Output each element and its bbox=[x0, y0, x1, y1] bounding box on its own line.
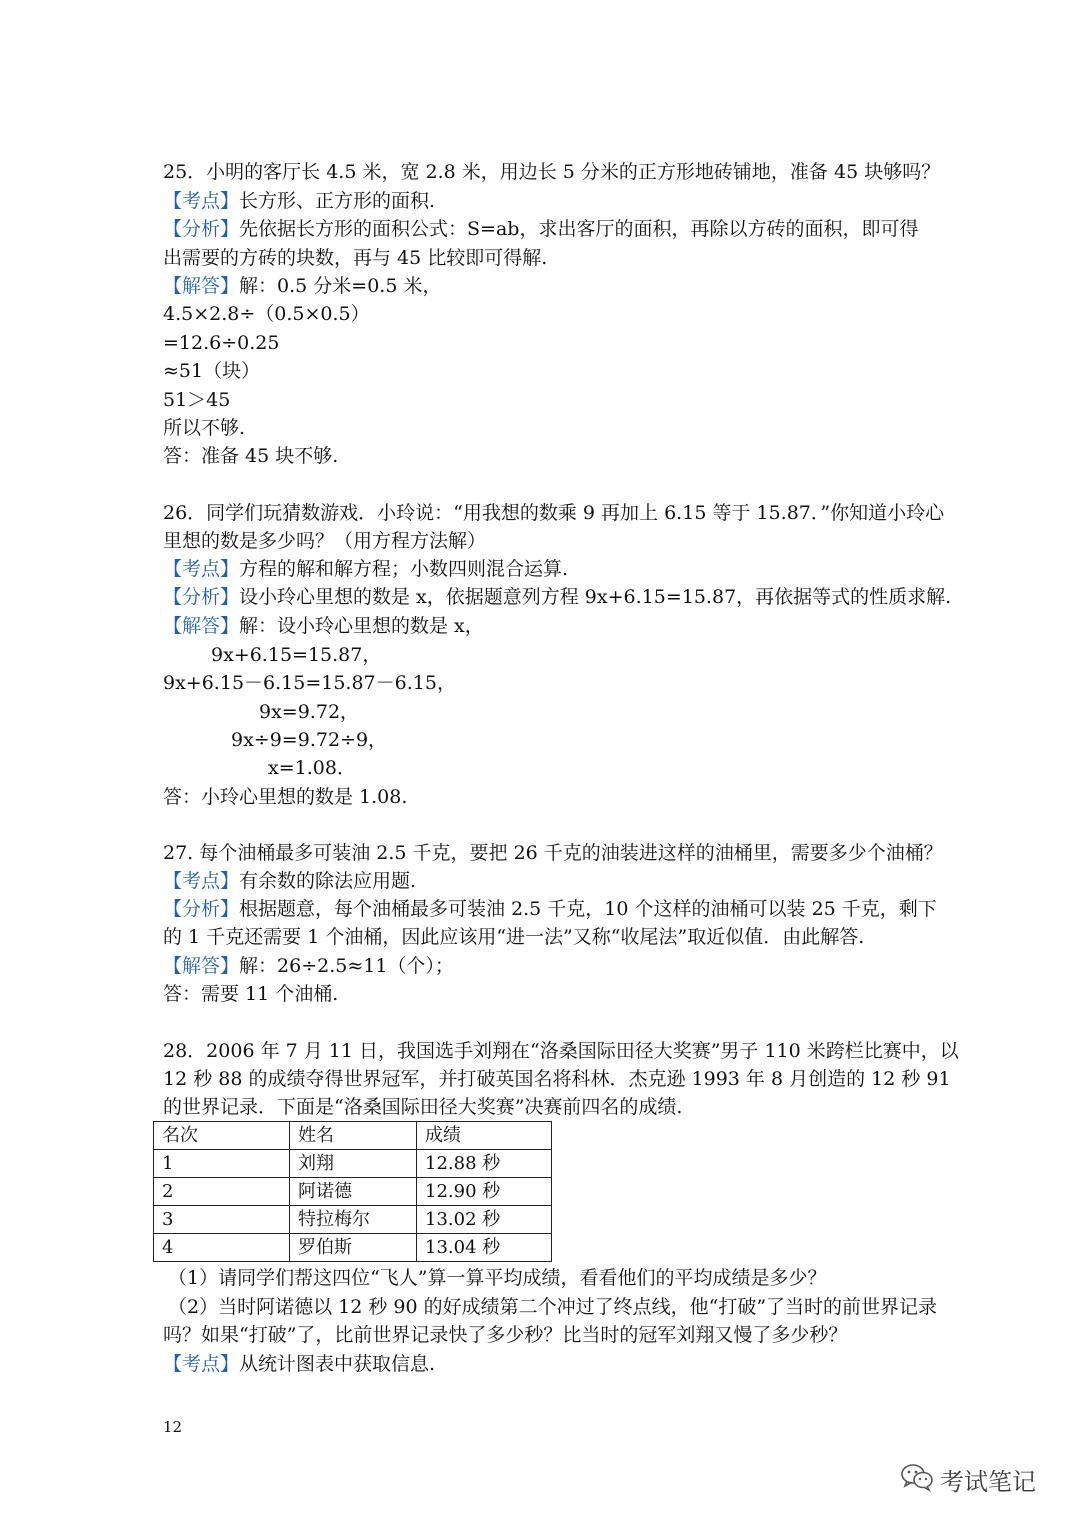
q27-kaodian bbox=[163, 869, 416, 893]
watermark-text: 考试笔记 bbox=[940, 1468, 1036, 1496]
q26-fenxi bbox=[163, 585, 951, 609]
q25-answer: 答：准备 45 块不够. bbox=[163, 445, 339, 467]
q25-step: =12.6÷0.25 bbox=[163, 332, 280, 354]
jieda-text: 解：0.5 分米=0.5 米， bbox=[239, 275, 442, 297]
kaodian-text: 长方形、正方形的面积. bbox=[239, 190, 436, 212]
table-cell: 罗伯斯 bbox=[290, 1234, 417, 1262]
results-table bbox=[153, 1121, 552, 1262]
q28-stem-cont: 的世界记录．下面是“洛桑国际田径大奖赛”决赛前四名的成绩. bbox=[163, 1096, 683, 1118]
wechat-icon bbox=[900, 1462, 934, 1497]
page-number: 12 bbox=[163, 1418, 183, 1436]
jieda-tag: 【解答】 bbox=[163, 275, 240, 297]
table-cell: 4 bbox=[154, 1234, 290, 1262]
kaodian-tag: 【考点】 bbox=[163, 870, 240, 892]
q25-step: ≈51（块） bbox=[163, 360, 261, 382]
fenxi-tag: 【分析】 bbox=[163, 218, 240, 240]
q25-step: 4.5×2.8÷（0.5×0.5） bbox=[163, 303, 370, 325]
q25-fenxi bbox=[163, 217, 918, 241]
kaodian-tag: 【考点】 bbox=[163, 558, 240, 580]
table-row bbox=[154, 1178, 552, 1206]
q26-equation: 9x=9.72， bbox=[259, 701, 360, 723]
q27-fenxi-cont: 的 1 千克还需要 1 个油桶，因此应该用“进一法”又称“收尾法”取近似值．由此解答. bbox=[163, 926, 865, 948]
q26-jieda bbox=[163, 614, 484, 638]
jieda-text: 解：26÷2.5≈11（个）； bbox=[239, 955, 454, 977]
table-cell: 12.90 秒 bbox=[417, 1178, 552, 1206]
q25-step: 所以不够. bbox=[163, 417, 246, 439]
q26-answer: 答：小玲心里想的数是 1.08. bbox=[163, 786, 408, 808]
kaodian-tag: 【考点】 bbox=[163, 1353, 240, 1375]
q25-jieda bbox=[163, 274, 441, 298]
table-cell: 1 bbox=[154, 1150, 290, 1178]
q26-equation: 9x+6.15=15.87， bbox=[211, 644, 382, 666]
table-cell: 3 bbox=[154, 1206, 290, 1234]
table-header-cell: 成绩 bbox=[417, 1122, 552, 1150]
q26-equation: 9x÷9=9.72÷9， bbox=[231, 729, 388, 751]
table-cell: 13.02 秒 bbox=[417, 1206, 552, 1234]
q26-equation: x=1.08． bbox=[268, 757, 356, 779]
kaodian-text: 从统计图表中获取信息. bbox=[239, 1353, 436, 1375]
fenxi-tag: 【分析】 bbox=[163, 586, 240, 608]
q25-kaodian bbox=[163, 189, 435, 213]
table-header-row bbox=[154, 1122, 552, 1150]
fenxi-tag: 【分析】 bbox=[163, 898, 240, 920]
q26-equation: 9x+6.15－6.15=15.87－6.15， bbox=[163, 672, 456, 694]
jieda-tag: 【解答】 bbox=[163, 955, 240, 977]
kaodian-text: 方程的解和解方程；小数四则混合运算. bbox=[239, 558, 569, 580]
q25-fenxi-cont: 出需要的方砖的块数，再与 45 比较即可得解. bbox=[163, 247, 548, 269]
fenxi-text: 先依据长方形的面积公式：S=ab，求出客厅的面积，再除以方砖的面积，即可得 bbox=[239, 218, 919, 240]
watermark bbox=[900, 1462, 1036, 1497]
q28-kaodian bbox=[163, 1352, 435, 1376]
q27-fenxi bbox=[163, 897, 937, 921]
q27-answer: 答：需要 11 个油桶. bbox=[163, 983, 339, 1005]
q26-stem-cont: 里想的数是多少吗？（用方程方法解） bbox=[163, 530, 487, 552]
jieda-tag: 【解答】 bbox=[163, 615, 240, 637]
table-cell: 特拉梅尔 bbox=[290, 1206, 417, 1234]
jieda-text: 解：设小玲心里想的数是 x， bbox=[239, 615, 484, 637]
table-cell: 13.04 秒 bbox=[417, 1234, 552, 1262]
kaodian-tag: 【考点】 bbox=[163, 190, 240, 212]
q28-sub1: （1）请同学们帮这四位“飞人”算一算平均成绩，看看他们的平均成绩是多少？ bbox=[168, 1267, 827, 1289]
table-row bbox=[154, 1234, 552, 1262]
q28-stem: 28．2006 年 7 月 11 日，我国选手刘翔在“洛桑国际田径大奖赛”男子 110 米跨栏比赛中，以 bbox=[163, 1040, 959, 1062]
q28-sub2: （2）当时阿诺德以 12 秒 90 的好成绩第二个冲过了终点线，他“打破”了当时的前世界记录 bbox=[168, 1296, 938, 1318]
fenxi-text: 根据题意，每个油桶最多可装油 2.5 千克，10 个这样的油桶可以装 25 千克，剩下 bbox=[239, 898, 937, 920]
table-header-cell: 名次 bbox=[154, 1122, 290, 1150]
kaodian-text: 有余数的除法应用题. bbox=[239, 870, 417, 892]
q25-step: 51＞45 bbox=[163, 389, 231, 411]
table-row bbox=[154, 1150, 552, 1178]
q25-stem: 25．小明的客厅长 4.5 米，宽 2.8 米，用边长 5 分米的正方形地砖铺地，准备 45 块够吗？ bbox=[163, 161, 941, 183]
q28-sub2-cont: 吗？如果“打破”了，比前世界记录快了多少秒？比当时的冠军刘翔又慢了多少秒？ bbox=[163, 1324, 848, 1346]
q27-jieda bbox=[163, 954, 454, 978]
table-cell: 12.88 秒 bbox=[417, 1150, 552, 1178]
q26-kaodian bbox=[163, 557, 568, 581]
table-header-cell: 姓名 bbox=[290, 1122, 417, 1150]
table-cell: 阿诺德 bbox=[290, 1178, 417, 1206]
q26-stem: 26．同学们玩猜数游戏．小玲说：“用我想的数乘 9 再加上 6.15 等于 15.87．”你知道小玲心 bbox=[163, 502, 945, 524]
table-cell: 2 bbox=[154, 1178, 290, 1206]
table-cell: 刘翔 bbox=[290, 1150, 417, 1178]
q27-stem: 27. 每个油桶最多可装油 2.5 千克，要把 26 千克的油装进这样的油桶里，需要多少个油桶？ bbox=[163, 842, 943, 864]
table-row bbox=[154, 1206, 552, 1234]
q28-stem-cont: 12 秒 88 的成绩夺得世界冠军，并打破英国名将科林．杰克逊 1993 年 8 月创造的 12 秒 91 bbox=[163, 1068, 951, 1090]
fenxi-text: 设小玲心里想的数是 x，依据题意列方程 9x+6.15=15.87，再依据等式的性质求解. bbox=[239, 586, 952, 608]
